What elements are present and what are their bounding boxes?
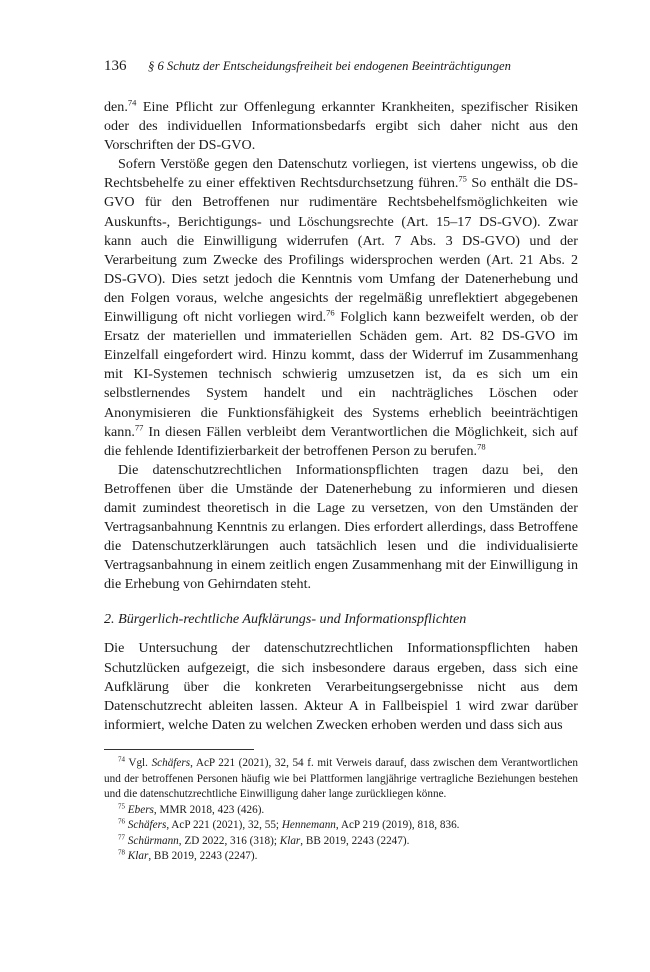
running-head: § 6 Schutz der Entscheidungsfreiheit bei endogenen Beeinträchtigungen: [148, 59, 511, 73]
footnote-ref[interactable]: 75: [458, 173, 467, 184]
footnote-74: $^{74}$ Vgl. Schäfers, AcP 221 (2021), 32, 54 f. mit Verweis darauf, dass zwischen dem Verantwortlichen und der betroffenen Personen häufig wie bei Plattformen langjährige vertragliche Beziehungen bestehen und die datenschutzrechtliche Einwilligung daher lange zurückliegen könne.: [104, 755, 578, 801]
footnote-ref[interactable]: 78: [477, 441, 486, 451]
paragraph: Die Untersuchung der datenschutzrechtlichen Informationspflichten haben Schutzlücken aufgezeigt, die sich insbesondere daraus ergeben, dass sich eine Aufklärung über die konkreten Verarbeitungsergebnisse nicht aus dem Datenschutzrecht ableiten lassen. Akteur A in Fallbeispiel 1 wird zwar darüber informiert, welche Daten zu welchen Zwecken erhoben werden und dass sich aus: [104, 640, 578, 733]
footnote-75: $^{75}$ Ebers, MMR 2018, 423 (426).: [118, 801, 265, 816]
page-header: [104, 58, 578, 80]
section-heading: 2. Bürgerlich-rechtliche Aufklärungs- und Informationspflichten: [104, 611, 467, 628]
footnote-ref[interactable]: 77: [134, 421, 144, 432]
footnote-76: $^{76}$ Schäfers, AcP 221 (2021), 32, 55; Hennemann, AcP 219 (2019), 818, 836.: [118, 817, 460, 832]
footnote-78: $^{78}$ Klar, BB 2019, 2243 (2247).: [118, 848, 258, 863]
footnote-ref[interactable]: 74: [127, 97, 137, 108]
document-page: [104, 58, 578, 865]
main-text: [104, 98, 578, 735]
paragraph: den.$^{74}$ Eine Pflicht zur Offenlegung erkannter Krankheiten, spezifischer Risiken oder des individuellen Informationsbedarfs ergibt sich daher nicht aus den Vorschriften der DS-GVO.: [104, 97, 578, 154]
paragraph: Sofern Verstöße gegen den Datenschutz vorliegen, ist viertens ungewiss, ob die Rechtsbehelfe zu einer effektiven Rechtsdurchsetzung führen.$^{75}$ So enthält die DS-GVO für den Betroffenen nur rudimentäre Rechtsbehelfsmöglichkeiten wie Auskunfts-, Berichtigungs- und Löschungsrechte (Art. 15–17 DS-GVO). Zwar kann auch die Einwilligung widerrufen (Art. 7 Abs. 3 DS-GVO) und der Verarbeitung zum Zwecke des Profilings widersprochen werden (Art. 21 Abs. 2 DS-GVO). Dies setzt jedoch die Kenntnis vom Umfang der Datenerhebung und den Folgen voraus, welche angesichts der regelmäßig unreflektiert abgegebenen Einwilligung oft nicht vorliegen wird.$^{76}$ Folglich kann bezweifelt werden, ob der Ersatz der materiellen und immateriellen Schäden gem. Art. 82 DS-GVO im Einzelfall eingefordert wird. Hinzu kommt, dass der Widerruf im Zusammenhang mit KI-Systemen technisch schwierig umzusetzen ist, da es sich um ein selbstlernendes System handelt und ein nachträgliches Löschen oder Anonymisieren die Funktionsfähigkeit des Systems erheblich beeinträchtigen kann.$^{77}$ In diesen Fällen verbleibt dem Verantwortlichen die Möglichkeit, sich auf die fehlende Identifizierbarkeit der betroffenen Person zu berufen.$^{78}$: [104, 156, 579, 459]
footnotes: [104, 756, 578, 865]
footnote-ref[interactable]: 76: [326, 307, 335, 318]
paragraph: Die datenschutzrechtlichen Informationspflichten tragen dazu bei, den Betroffenen über die Umstände der Datenerhebung zu informieren und diesen damit zumindest theoretisch in die Lage zu versetzen, von den Umständen der Vertragsanbahnung Kenntnis zu erlangen. Dies erfordert allerdings, dass Betroffene die Datenschutzerklärungen auch tatsächlich lesen und die individualisierte Vertragsanbahnung in einem zeitlich engen Zusammenhang mit der Einwilligung in die Erhebung von Gehirndaten steht.: [104, 461, 578, 593]
footnote-divider: [104, 749, 254, 750]
footnote-77: $^{77}$ Schürmann, ZD 2022, 316 (318); Klar, BB 2019, 2243 (2247).: [118, 833, 410, 847]
page-number: 136: [104, 58, 127, 74]
